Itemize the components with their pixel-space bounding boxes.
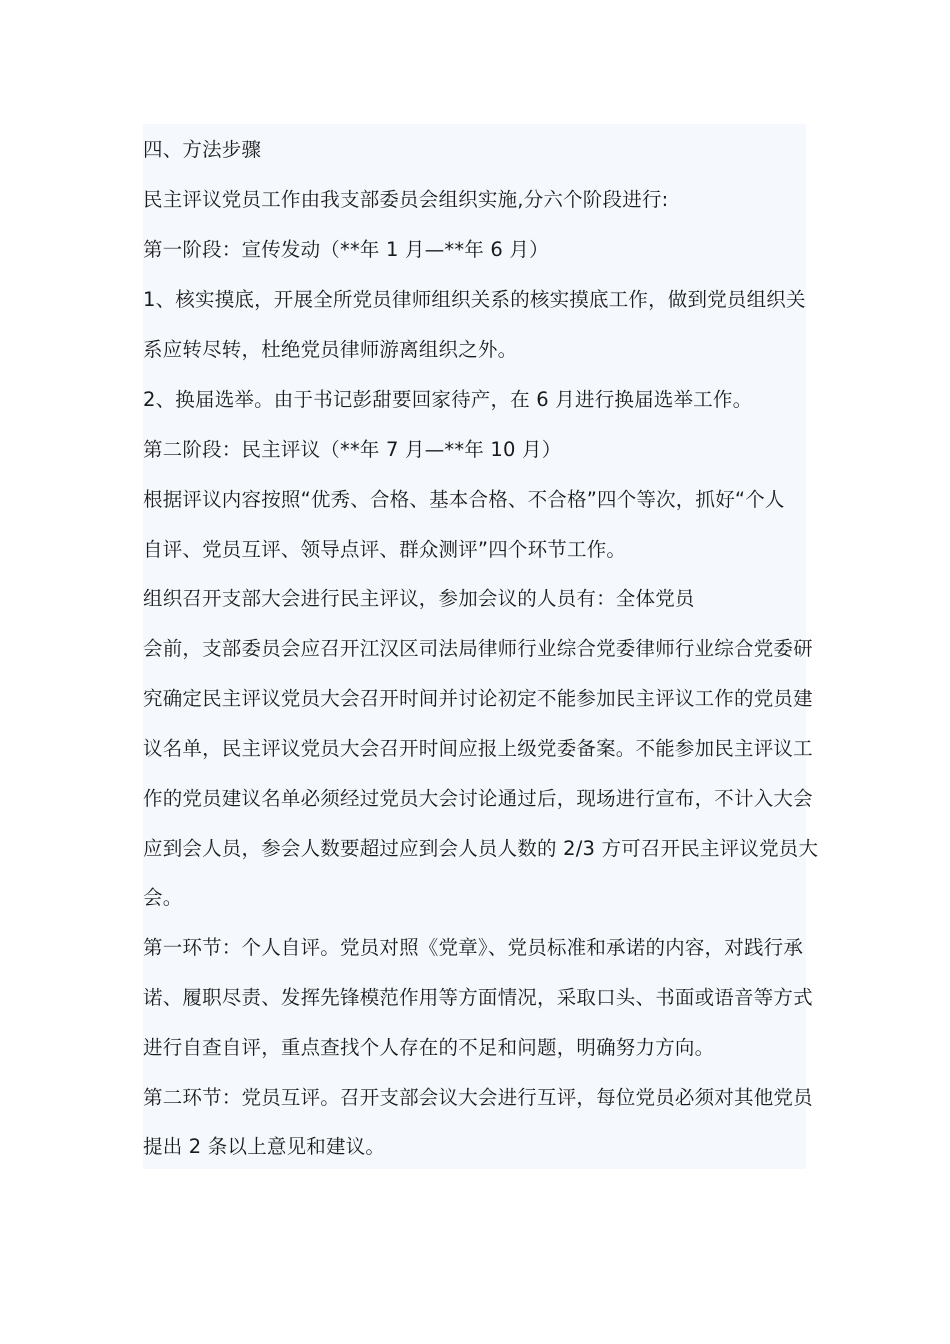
text-line: 民主评议党员工作由我支部委员会组织实施,分六个阶段进行: bbox=[143, 188, 669, 211]
text-line: 根据评议内容按照“优秀、合格、基本合格、不合格”四个等次，抓好“个人 bbox=[143, 488, 785, 511]
stage-heading: 第一阶段：宣传发动（**年 1 月—**年 6 月） bbox=[143, 238, 549, 261]
text-line: 第一环节：个人自评。党员对照《党章》、党员标准和承诺的内容，对践行承 bbox=[143, 936, 804, 959]
text-line: 组织召开支部大会进行民主评议，参加会议的人员有：全体党员 bbox=[143, 587, 695, 610]
text-line: 究确定民主评议党员大会召开时间并讨论初定不能参加民主评议工作的党员建 bbox=[143, 687, 813, 710]
text-line: 第二环节：党员互评。召开支部会议大会进行互评，每位党员必须对其他党员 bbox=[143, 1086, 813, 1109]
text-line: 1、核实摸底，开展全所党员律师组织关系的核实摸底工作，做到党员组织关 bbox=[143, 288, 806, 311]
text-line: 应到会人员，参会人数要超过应到会人员人数的 2/3 方可召开民主评议党员大 bbox=[143, 837, 819, 860]
section-heading: 四、方法步骤 bbox=[143, 138, 262, 161]
text-line: 系应转尽转，杜绝党员律师游离组织之外。 bbox=[143, 338, 518, 361]
text-line: 进行自查自评，重点查找个人存在的不足和问题，明确努力方向。 bbox=[143, 1036, 715, 1059]
text-line: 诺、履职尽责、发挥先锋模范作用等方面情况，采取口头、书面或语音等方式 bbox=[143, 986, 813, 1009]
text-line: 自评、党员互评、领导点评、群众测评”四个环节工作。 bbox=[143, 538, 627, 561]
text-line: 会前，支部委员会应召开江汉区司法局律师行业综合党委律师行业综合党委研 bbox=[143, 637, 813, 660]
text-line: 提出 2 条以上意见和建议。 bbox=[143, 1135, 386, 1158]
text-line: 议名单，民主评议党员大会召开时间应报上级党委备案。不能参加民主评议工 bbox=[143, 737, 813, 760]
text-line: 2、换届选举。由于书记彭甜要回家待产，在 6 月进行换届选举工作。 bbox=[143, 388, 753, 411]
stage-heading: 第二阶段：民主评议（**年 7 月—**年 10 月） bbox=[143, 438, 562, 461]
text-line: 会。 bbox=[143, 886, 183, 909]
text-line: 作的党员建议名单必须经过党员大会讨论通过后，现场进行宣布，不计入大会 bbox=[143, 787, 813, 810]
